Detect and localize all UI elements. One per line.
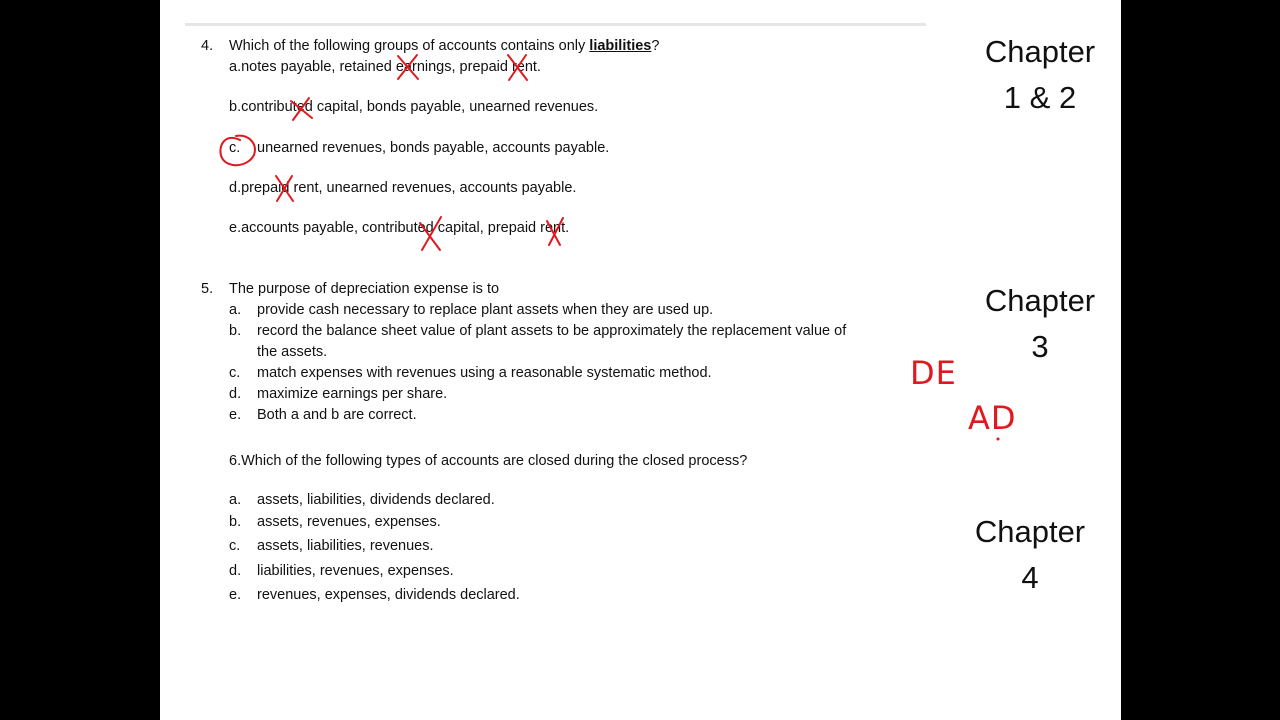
q5-option-e: Both a and b are correct.	[257, 407, 417, 423]
q6-option-b: assets, revenues, expenses.	[257, 514, 441, 530]
q5-option-e-label: e.	[229, 407, 242, 423]
q6-stem: 6.Which of the following types of accounts are closed during the closed process?	[229, 453, 748, 469]
q4-option-a: a.notes payable, retained earnings, prepaid rent.	[229, 59, 541, 75]
handwriting-de: DE	[910, 354, 957, 392]
q6-option-a-label: a.	[229, 492, 242, 508]
q5-option-c: match expenses with revenues using a reasonable systematic method.	[257, 365, 712, 381]
q6-option-c-label: c.	[229, 538, 241, 554]
q5-option-d: maximize earnings per share.	[257, 386, 448, 402]
q4-option-c-label: c.	[229, 140, 241, 156]
q6-option-c: assets, liabilities, revenues.	[257, 538, 434, 554]
ink-annotations	[160, 0, 1121, 720]
q4-stem-text: Which of the following groups of accounts contains only	[229, 38, 590, 54]
q5-option-b-continued: the assets.	[257, 344, 328, 360]
cross-mark-prepaid-a	[508, 55, 527, 80]
q4-number: 4.	[201, 38, 214, 54]
chapter-4-line2: 4	[1021, 560, 1039, 595]
q4-option-c: unearned revenues, bonds payable, accounts payable.	[257, 140, 610, 156]
q5-stem: The purpose of depreciation expense is to	[229, 281, 500, 297]
q6-option-e-label: e.	[229, 587, 242, 603]
q5-option-a: provide cash necessary to replace plant assets when they are used up.	[257, 302, 714, 318]
cross-mark-contributed-b	[291, 98, 312, 120]
q5-option-b-label: b.	[229, 323, 242, 339]
q5-option-d-label: d.	[229, 386, 242, 402]
q5-option-b: record the balance sheet value of plant assets to be approximately the replacement value of	[257, 323, 847, 339]
cross-mark-retained	[398, 55, 418, 79]
ink-dot	[997, 438, 1000, 441]
q5-option-c-label: c.	[229, 365, 241, 381]
document-page	[160, 0, 1121, 720]
handwritten-notes	[910, 354, 1017, 441]
chapter-3-line1: Chapter	[984, 283, 1096, 318]
handwriting-ad: AD	[968, 399, 1017, 437]
chapter-3-line2: 3	[1031, 329, 1049, 364]
q6-option-b-label: b.	[229, 514, 242, 530]
q6-option-d-label: d.	[229, 563, 242, 579]
chapter-1-2-line1: Chapter	[984, 34, 1096, 69]
cross-mark-contributed-e	[420, 217, 441, 250]
q4-stem-end: ?	[651, 38, 660, 54]
chapter-4-line1: Chapter	[974, 514, 1086, 549]
q4-stem-emphasis: liabilities	[589, 38, 652, 54]
cross-mark-prepaid-d	[276, 176, 293, 201]
q6-option-a: assets, liabilities, dividends declared.	[257, 492, 495, 508]
answer-circle-c	[220, 136, 254, 166]
q5-number: 5.	[201, 281, 214, 297]
chapter-1-2-line2: 1 & 2	[1003, 80, 1077, 115]
q6-option-d: liabilities, revenues, expenses.	[257, 563, 454, 579]
q4-option-b: b.contributed capital, bonds payable, unearned revenues.	[229, 99, 599, 115]
q5-option-a-label: a.	[229, 302, 242, 318]
q6-option-e: revenues, expenses, dividends declared.	[257, 587, 520, 603]
cross-mark-prepaid-e	[547, 218, 563, 245]
q4-option-d: d.prepaid rent, unearned revenues, accounts payable.	[229, 180, 577, 196]
q4-option-e: e.accounts payable, contributed capital, prepaid rent.	[229, 220, 570, 236]
